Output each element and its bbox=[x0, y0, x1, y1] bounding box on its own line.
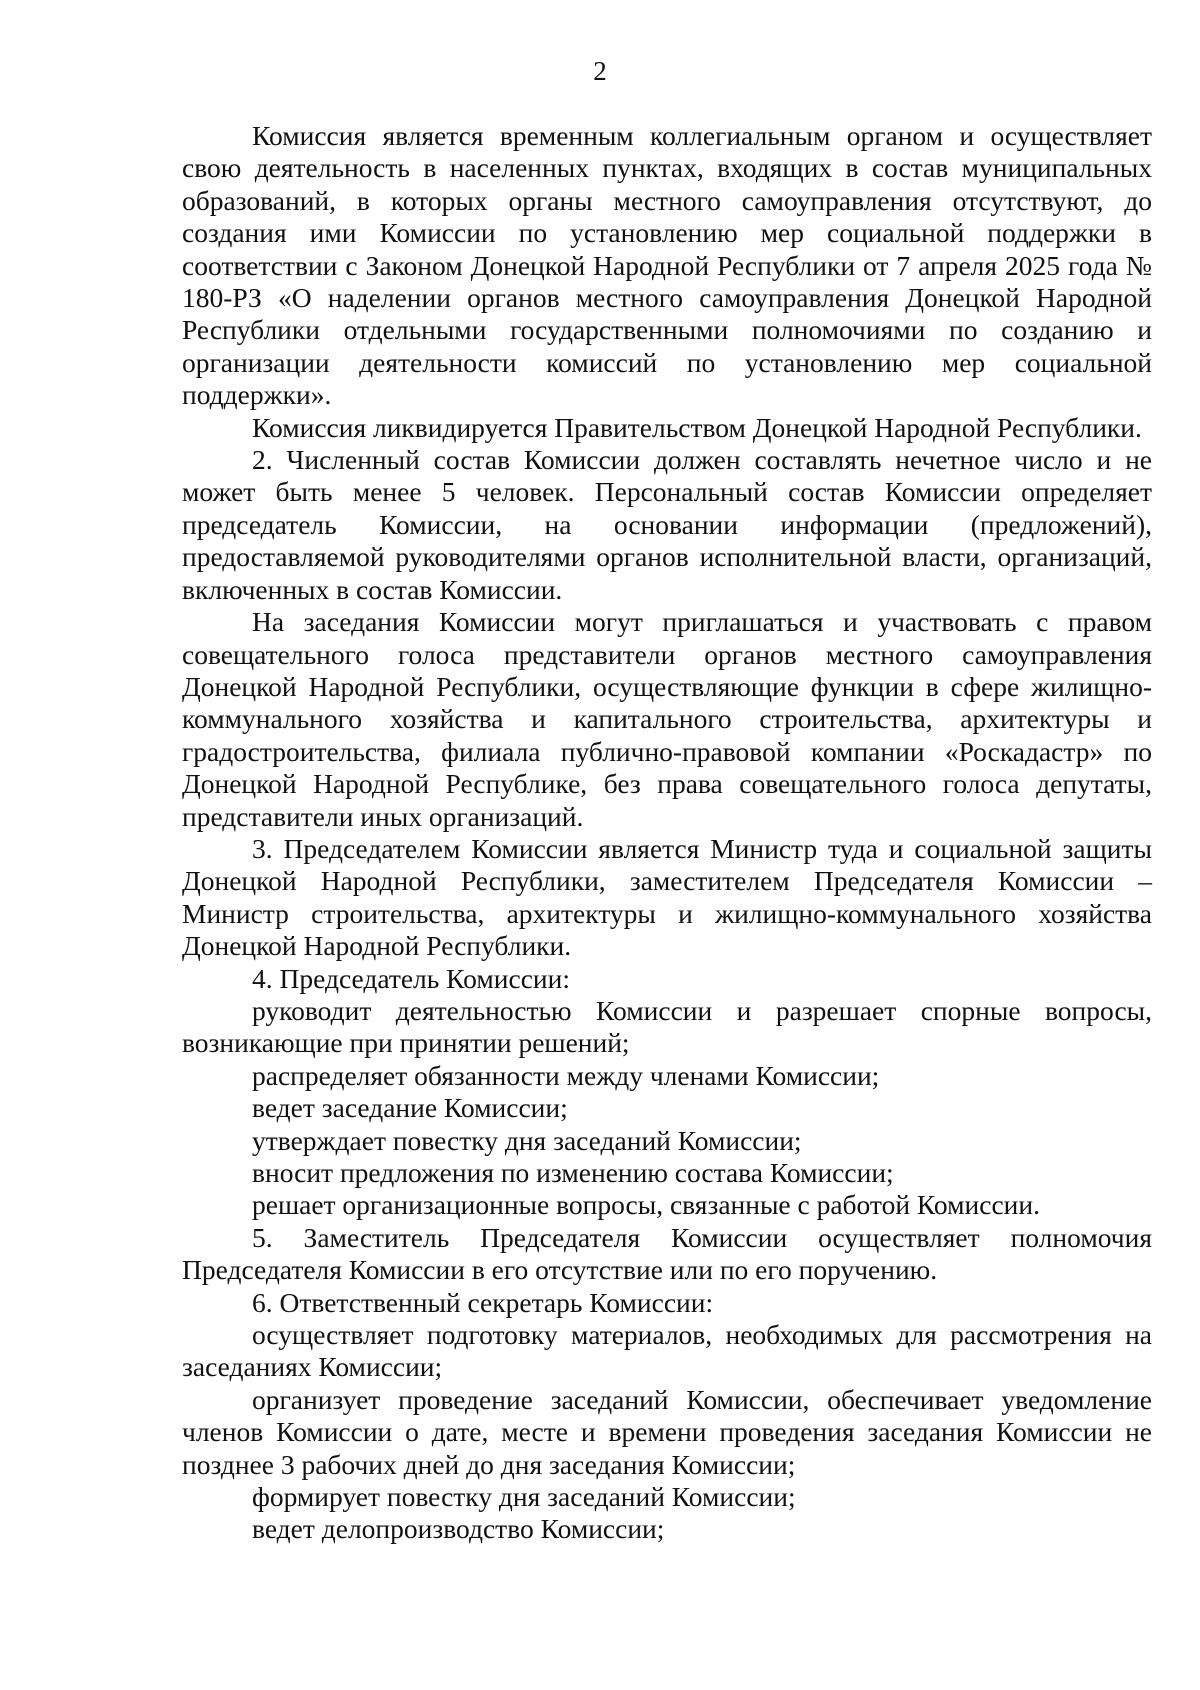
paragraph: ведет заседание Комиссии; bbox=[252, 1092, 568, 1124]
paragraph: 5. Заместитель Председателя Комиссии осуществляет полномочия Председателя Комиссии в его отсутствие или по его поручению. bbox=[182, 1221, 1152, 1286]
paragraph: вносит предложения по изменению состава Комиссии; bbox=[252, 1157, 894, 1188]
paragraph: руководит деятельностью Комиссии и разрешает спорные вопросы, возникающие при принятии решений; bbox=[182, 994, 1152, 1059]
paragraph: формирует повестку дня заседаний Комиссии; bbox=[252, 1481, 796, 1513]
paragraph: ведет делопроизводство Комиссии; bbox=[252, 1513, 665, 1545]
paragraph: утверждает повестку дня заседаний Комиссии; bbox=[252, 1124, 802, 1156]
paragraph: Комиссия ликвидируется Правительством Донецкой Народной Республики. bbox=[252, 411, 1142, 443]
paragraph: 4. Председатель Комиссии: bbox=[252, 962, 570, 994]
paragraph: распределяет обязанности между членами Комиссии; bbox=[252, 1059, 880, 1091]
paragraph: На заседания Комиссии могут приглашаться и участвовать с правом совещательного голоса представители органов местного самоуправления Донецкой Народной Республики, осуществляющие функции в сфере жилищно-коммунального хозяйства и капитального строительства, архитектуры и градостроительства, филиала публично-правовой компании «Роскадастр» по Донецкой Народной Республике, без права совещательного голоса депутаты, представители иных организаций. bbox=[182, 606, 1152, 832]
paragraph: организует проведение заседаний Комиссии, обеспечивает уведомление членов Комиссии о дате, месте и времени проведения заседания Комиссии не позднее 3 рабочих дней до дня заседания Комиссии; bbox=[182, 1383, 1152, 1480]
page-number: 2 bbox=[593, 56, 607, 86]
paragraph: Комиссия является временным коллегиальным органом и осуществляет свою деятельность в населенных пунктах, входящих в состав муниципальных образований, в которых органы местного самоуправления отсутствуют, до создания ими Комиссии по установлению мер социальной поддержки в соответствии с Законом Донецкой Народной Республики от 7 апреля 2025 года № 180-РЗ «О наделении органов местного самоуправления Донецкой Народной Республики отдельными государственными полномочиями по созданию и организации деятельности комиссий по установлению мер социальной поддержки». bbox=[182, 120, 1152, 411]
paragraph: 6. Ответственный секретарь Комиссии: bbox=[252, 1286, 714, 1318]
paragraph: 3. Председателем Комиссии является Министр туда и социальной защиты Донецкой Народной Республики, заместителем Председателя Комиссии – Министр строительства, архитектуры и жилищно-коммунального хозяйства Донецкой Народной Республики. bbox=[182, 832, 1152, 962]
paragraph: осуществляет подготовку материалов, необходимых для рассмотрения на заседаниях Комиссии; bbox=[182, 1319, 1152, 1383]
document-body bbox=[182, 120, 1152, 1546]
paragraph: решает организационные вопросы, связанные с работой Комиссии. bbox=[252, 1189, 1040, 1221]
paragraph: 2. Численный состав Комиссии должен составлять нечетное число и не может быть менее 5 человек. Персональный состав Комиссии определяет председатель Комиссии, на основании информации (предложений), предоставляемой руководителями органов исполнительной власти, организаций, включенных в состав Комиссии. bbox=[182, 444, 1152, 605]
